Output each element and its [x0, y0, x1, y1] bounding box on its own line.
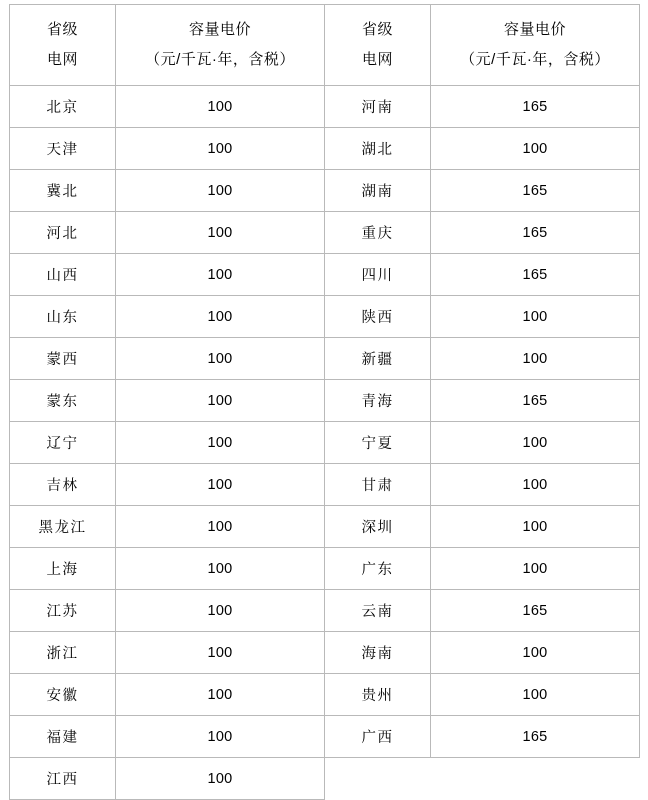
- cell-price-right: 165: [431, 212, 640, 254]
- cell-province-left: 蒙东: [10, 380, 116, 422]
- table-row: [10, 548, 640, 590]
- table-row: [10, 86, 640, 128]
- cell-province-left: 浙江: [10, 632, 116, 674]
- table-header-row: [10, 5, 640, 86]
- header-province-right-line1: 省级: [361, 21, 393, 38]
- cell-province-left: 蒙西: [10, 338, 116, 380]
- table-row: [10, 212, 640, 254]
- header-price-left-line1: 容量电价: [188, 21, 251, 38]
- header-province-left-line2: 电网: [46, 51, 78, 68]
- table-row: [10, 170, 640, 212]
- header-province-left-line1: 省级: [46, 21, 78, 38]
- cell-province-right: [325, 758, 431, 800]
- cell-price-left: 100: [116, 674, 325, 716]
- cell-price-right: 100: [431, 632, 640, 674]
- cell-province-left: 上海: [10, 548, 116, 590]
- header-price-right-line1: 容量电价: [503, 21, 566, 38]
- cell-province-left: 天津: [10, 128, 116, 170]
- cell-price-left: 100: [116, 86, 325, 128]
- cell-price-left: 100: [116, 296, 325, 338]
- table-row: [10, 422, 640, 464]
- table-row: [10, 590, 640, 632]
- cell-price-left: 100: [116, 212, 325, 254]
- cell-price-right: 165: [431, 380, 640, 422]
- cell-province-left: 辽宁: [10, 422, 116, 464]
- cell-province-right: 深圳: [325, 506, 431, 548]
- table-body: [10, 86, 640, 800]
- cell-province-right: 甘肃: [325, 464, 431, 506]
- table-row: [10, 506, 640, 548]
- cell-price-left: 100: [116, 758, 325, 800]
- cell-province-left: 山西: [10, 254, 116, 296]
- cell-province-left: 吉林: [10, 464, 116, 506]
- cell-price-right: 100: [431, 674, 640, 716]
- cell-province-left: 江西: [10, 758, 116, 800]
- cell-price-left: 100: [116, 338, 325, 380]
- table-row: [10, 716, 640, 758]
- table-header: [10, 5, 640, 86]
- cell-price-left: 100: [116, 170, 325, 212]
- cell-province-left: 山东: [10, 296, 116, 338]
- cell-province-right: 云南: [325, 590, 431, 632]
- table-row: [10, 464, 640, 506]
- cell-province-left: 河北: [10, 212, 116, 254]
- cell-price-right: 165: [431, 590, 640, 632]
- cell-province-right: 新疆: [325, 338, 431, 380]
- cell-price-left: 100: [116, 422, 325, 464]
- cell-province-right: 重庆: [325, 212, 431, 254]
- cell-province-right: 青海: [325, 380, 431, 422]
- cell-price-left: 100: [116, 716, 325, 758]
- cell-price-right: 100: [431, 128, 640, 170]
- header-price-right-line2: （元/千瓦·年，含税）: [460, 51, 610, 68]
- cell-price-right: 165: [431, 254, 640, 296]
- header-price-left-line2: （元/千瓦·年，含税）: [145, 51, 295, 68]
- table-row: [10, 254, 640, 296]
- cell-price-left: 100: [116, 254, 325, 296]
- cell-price-right: 100: [431, 338, 640, 380]
- capacity-price-table: [9, 4, 640, 800]
- cell-price-left: 100: [116, 464, 325, 506]
- cell-price-right: [431, 758, 640, 800]
- document-page: [0, 4, 648, 788]
- cell-province-right: 广东: [325, 548, 431, 590]
- cell-province-right: 宁夏: [325, 422, 431, 464]
- cell-price-left: 100: [116, 590, 325, 632]
- table-row: [10, 338, 640, 380]
- cell-province-right: 广西: [325, 716, 431, 758]
- header-province-left: [10, 5, 116, 86]
- table-row: [10, 380, 640, 422]
- cell-price-left: 100: [116, 128, 325, 170]
- cell-province-left: 安徽: [10, 674, 116, 716]
- cell-province-left: 江苏: [10, 590, 116, 632]
- cell-province-left: 福建: [10, 716, 116, 758]
- header-price-left: [116, 5, 325, 86]
- table-row: [10, 758, 640, 800]
- cell-price-left: 100: [116, 548, 325, 590]
- cell-province-left: 冀北: [10, 170, 116, 212]
- cell-province-left: 黑龙江: [10, 506, 116, 548]
- cell-province-right: 贵州: [325, 674, 431, 716]
- cell-price-right: 165: [431, 170, 640, 212]
- cell-price-right: 165: [431, 716, 640, 758]
- header-province-right-line2: 电网: [361, 51, 393, 68]
- cell-price-right: 165: [431, 86, 640, 128]
- cell-price-right: 100: [431, 464, 640, 506]
- cell-price-right: 100: [431, 422, 640, 464]
- table-row: [10, 296, 640, 338]
- cell-price-right: 100: [431, 548, 640, 590]
- table-row: [10, 632, 640, 674]
- header-province-right: [325, 5, 431, 86]
- cell-price-left: 100: [116, 632, 325, 674]
- table-row: [10, 674, 640, 716]
- cell-province-left: 北京: [10, 86, 116, 128]
- cell-province-right: 湖南: [325, 170, 431, 212]
- header-price-right: [431, 5, 640, 86]
- cell-price-left: 100: [116, 506, 325, 548]
- cell-province-right: 湖北: [325, 128, 431, 170]
- cell-price-left: 100: [116, 380, 325, 422]
- cell-price-right: 100: [431, 296, 640, 338]
- cell-province-right: 四川: [325, 254, 431, 296]
- cell-province-right: 陕西: [325, 296, 431, 338]
- cell-price-right: 100: [431, 506, 640, 548]
- cell-province-right: 河南: [325, 86, 431, 128]
- cell-province-right: 海南: [325, 632, 431, 674]
- table-row: [10, 128, 640, 170]
